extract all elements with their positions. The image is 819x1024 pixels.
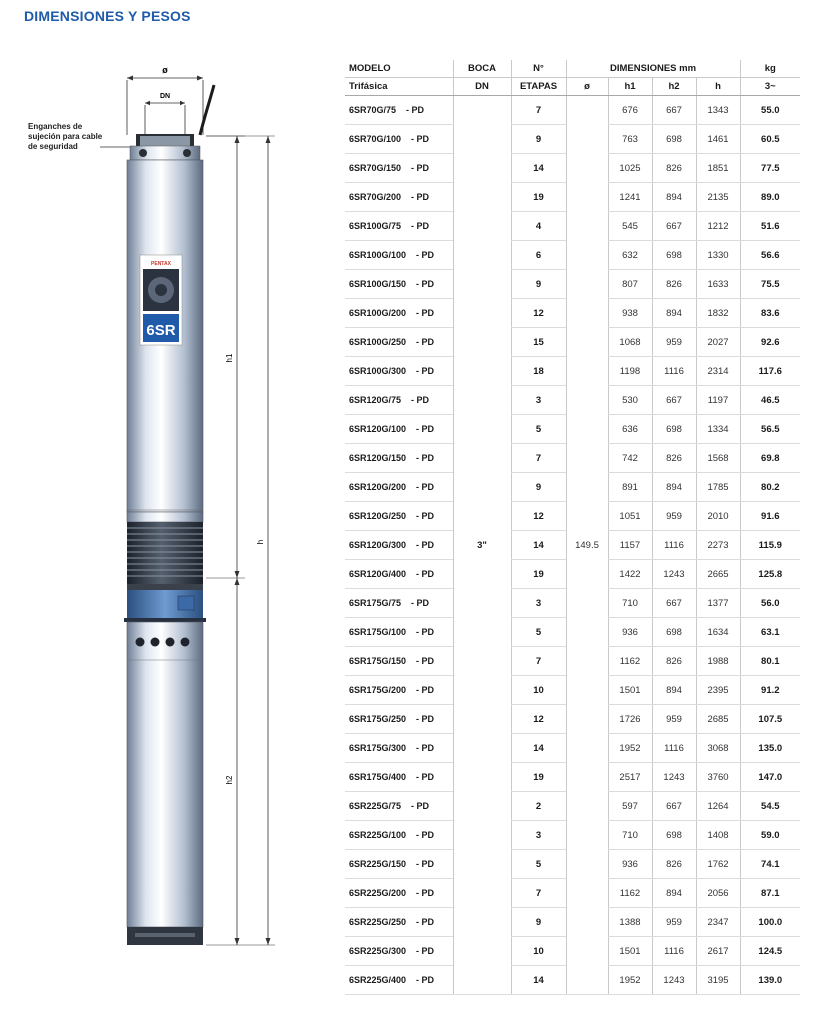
cell-kg: 135.0 (740, 734, 800, 763)
model-suffix: - PD (416, 656, 435, 666)
model-name: 6SR175G/100 (349, 627, 407, 637)
model-suffix: - PD (416, 685, 435, 695)
header-h2: h2 (652, 78, 696, 96)
model-suffix: - PD (416, 482, 435, 492)
cell-stages: 7 (511, 647, 566, 676)
model-suffix: - PD (411, 221, 430, 231)
model-suffix: - PD (416, 511, 435, 521)
cell-h: 1762 (696, 850, 740, 879)
cell-kg: 100.0 (740, 908, 800, 937)
model-name: 6SR225G/300 (349, 946, 407, 956)
cell-kg: 75.5 (740, 270, 800, 299)
cell-model (345, 589, 453, 618)
model-name: 6SR175G/250 (349, 714, 407, 724)
cell-h2: 894 (652, 183, 696, 212)
cell-h1: 936 (608, 850, 652, 879)
cell-h1: 545 (608, 212, 652, 241)
cell-h1: 742 (608, 444, 652, 473)
cell-h2: 667 (652, 212, 696, 241)
cell-h: 2135 (696, 183, 740, 212)
cell-h: 2685 (696, 705, 740, 734)
model-name: 6SR70G/100 (349, 134, 402, 144)
model-name: 6SR100G/150 (349, 279, 407, 289)
cell-h1: 891 (608, 473, 652, 502)
cell-stages: 12 (511, 502, 566, 531)
cell-stages: 2 (511, 792, 566, 821)
cell-h: 1334 (696, 415, 740, 444)
cell-model (345, 676, 453, 705)
cell-h: 1212 (696, 212, 740, 241)
cell-h1: 1241 (608, 183, 652, 212)
cell-kg: 46.5 (740, 386, 800, 415)
h1-label: h1 (225, 353, 234, 363)
header-boca: BOCA (453, 60, 511, 78)
cell-stages: 3 (511, 821, 566, 850)
cell-h2: 667 (652, 386, 696, 415)
cell-kg: 69.8 (740, 444, 800, 473)
model-suffix: - PD (416, 337, 435, 347)
cell-h: 2010 (696, 502, 740, 531)
cell-kg: 55.0 (740, 96, 800, 125)
cell-stages: 12 (511, 299, 566, 328)
model-name: 6SR225G/150 (349, 859, 407, 869)
cell-kg: 56.6 (740, 241, 800, 270)
cell-h2: 698 (652, 618, 696, 647)
cell-h2: 698 (652, 415, 696, 444)
cell-h2: 894 (652, 676, 696, 705)
cell-h2: 1116 (652, 357, 696, 386)
cell-h1: 1501 (608, 937, 652, 966)
cell-stages: 7 (511, 879, 566, 908)
cell-kg: 54.5 (740, 792, 800, 821)
cell-stages: 7 (511, 444, 566, 473)
cell-model (345, 647, 453, 676)
cell-model (345, 763, 453, 792)
model-name: 6SR100G/300 (349, 366, 407, 376)
cell-h1: 636 (608, 415, 652, 444)
cell-stages: 9 (511, 473, 566, 502)
model-suffix: - PD (411, 801, 430, 811)
cell-model (345, 966, 453, 995)
diameter-label: ø (162, 65, 168, 75)
cell-h2: 959 (652, 502, 696, 531)
table-row (345, 96, 800, 125)
cell-h1: 1952 (608, 966, 652, 995)
hook-label: Enganches de sujeción para cable de seguridad (28, 122, 103, 151)
cell-h: 2273 (696, 531, 740, 560)
cell-h: 1851 (696, 154, 740, 183)
cell-model (345, 357, 453, 386)
cell-h: 2027 (696, 328, 740, 357)
h-dimension (206, 136, 275, 945)
cell-model (345, 821, 453, 850)
cell-model (345, 850, 453, 879)
cell-h1: 936 (608, 618, 652, 647)
cell-kg: 56.5 (740, 415, 800, 444)
cell-h2: 667 (652, 792, 696, 821)
cell-h: 3195 (696, 966, 740, 995)
cell-h2: 826 (652, 850, 696, 879)
cell-h: 3068 (696, 734, 740, 763)
cell-h2: 894 (652, 299, 696, 328)
model-name: 6SR120G/75 (349, 395, 402, 405)
intake-grill (127, 522, 203, 590)
model-suffix: - PD (411, 163, 430, 173)
header-etapas: ETAPAS (511, 78, 566, 96)
cell-kg: 124.5 (740, 937, 800, 966)
page-title: DIMENSIONES Y PESOS (24, 8, 191, 24)
cell-stages: 5 (511, 415, 566, 444)
model-suffix: - PD (416, 772, 435, 782)
dimensions-table (345, 60, 800, 995)
cell-h1: 1068 (608, 328, 652, 357)
cell-stages: 19 (511, 183, 566, 212)
h1-dimension (206, 136, 245, 578)
header-dimensiones: DIMENSIONES mm (566, 60, 740, 78)
header-diameter: ø (566, 78, 608, 96)
cell-kg: 147.0 (740, 763, 800, 792)
cell-stages: 3 (511, 589, 566, 618)
model-suffix: - PD (416, 250, 435, 260)
header-row-1 (345, 60, 800, 78)
cell-h2: 826 (652, 647, 696, 676)
model-suffix: - PD (416, 366, 435, 376)
cell-stages: 9 (511, 125, 566, 154)
cell-kg: 56.0 (740, 589, 800, 618)
cell-model (345, 270, 453, 299)
cell-model (345, 531, 453, 560)
cell-h: 1408 (696, 821, 740, 850)
cell-model (345, 328, 453, 357)
cell-h2: 1116 (652, 937, 696, 966)
motor-flange (124, 590, 206, 622)
cell-kg: 63.1 (740, 618, 800, 647)
model-name: 6SR120G/400 (349, 569, 407, 579)
cell-stages: 4 (511, 212, 566, 241)
model-suffix: - PD (416, 308, 435, 318)
cell-model (345, 618, 453, 647)
brand-logo: PENTAX (151, 261, 171, 267)
cell-h: 1377 (696, 589, 740, 618)
model-name: 6SR100G/250 (349, 337, 407, 347)
model-suffix: - PD (416, 627, 435, 637)
cell-h1: 530 (608, 386, 652, 415)
cell-stages: 15 (511, 328, 566, 357)
cell-model (345, 415, 453, 444)
model-suffix: - PD (416, 424, 435, 434)
cell-h2: 826 (652, 444, 696, 473)
cell-h2: 698 (652, 821, 696, 850)
cell-kg: 107.5 (740, 705, 800, 734)
model-suffix: - PD (416, 714, 435, 724)
header-modelo: MODELO (345, 60, 453, 78)
dn-label: DN (159, 93, 171, 100)
cell-h2: 826 (652, 270, 696, 299)
cell-h2: 698 (652, 125, 696, 154)
cell-h1: 1162 (608, 879, 652, 908)
cell-h1: 1726 (608, 705, 652, 734)
cell-stages: 12 (511, 705, 566, 734)
model-name: 6SR120G/100 (349, 424, 407, 434)
cell-model (345, 734, 453, 763)
cell-boca: 3" (453, 96, 511, 995)
model-suffix: - PD (416, 917, 435, 927)
cell-model (345, 560, 453, 589)
cell-model (345, 705, 453, 734)
cell-stages: 5 (511, 850, 566, 879)
cell-kg: 83.6 (740, 299, 800, 328)
cell-stages: 14 (511, 734, 566, 763)
model-suffix: - PD (416, 453, 435, 463)
model-name: 6SR225G/200 (349, 888, 407, 898)
cell-h2: 959 (652, 328, 696, 357)
cell-h: 1330 (696, 241, 740, 270)
dn-dimension (145, 93, 185, 135)
h2-label: h2 (225, 775, 234, 785)
cell-kg: 80.1 (740, 647, 800, 676)
model-suffix: - PD (416, 540, 435, 550)
model-suffix: - PD (416, 946, 435, 956)
cell-model (345, 125, 453, 154)
cell-h2: 894 (652, 473, 696, 502)
cell-kg: 77.5 (740, 154, 800, 183)
h-label: h (256, 539, 265, 545)
cell-model (345, 502, 453, 531)
cell-h1: 763 (608, 125, 652, 154)
cell-h: 1785 (696, 473, 740, 502)
header-trifasica: Trifásica (345, 78, 453, 96)
cell-h1: 1051 (608, 502, 652, 531)
pump-head (130, 134, 200, 160)
model-suffix: - PD (411, 134, 430, 144)
cell-kg: 89.0 (740, 183, 800, 212)
cell-h1: 710 (608, 821, 652, 850)
cell-h: 1461 (696, 125, 740, 154)
cell-model (345, 879, 453, 908)
cell-h2: 959 (652, 705, 696, 734)
cell-kg: 80.2 (740, 473, 800, 502)
cell-model (345, 96, 453, 125)
header-h: h (696, 78, 740, 96)
model-name: 6SR225G/250 (349, 917, 407, 927)
model-suffix: - PD (411, 395, 430, 405)
model-suffix: - PD (416, 859, 435, 869)
model-name: 6SR175G/200 (349, 685, 407, 695)
motor-body (127, 622, 203, 927)
model-name: 6SR120G/250 (349, 511, 407, 521)
h2-dimension (206, 578, 275, 945)
cell-h1: 1501 (608, 676, 652, 705)
cell-stages: 14 (511, 966, 566, 995)
cell-stages: 9 (511, 270, 566, 299)
cell-kg: 91.2 (740, 676, 800, 705)
cell-h1: 807 (608, 270, 652, 299)
cell-h: 2314 (696, 357, 740, 386)
cell-stages: 9 (511, 908, 566, 937)
cell-model (345, 473, 453, 502)
cell-h1: 1157 (608, 531, 652, 560)
header-dn: DN (453, 78, 511, 96)
model-suffix: - PD (416, 743, 435, 753)
model-name: 6SR175G/300 (349, 743, 407, 753)
cell-h: 2665 (696, 560, 740, 589)
model-name: 6SR100G/100 (349, 250, 407, 260)
model-badge: 6SR (146, 322, 176, 339)
model-name: 6SR225G/75 (349, 801, 402, 811)
cell-kg: 60.5 (740, 125, 800, 154)
cell-stages: 18 (511, 357, 566, 386)
cell-stages: 3 (511, 386, 566, 415)
cell-model (345, 241, 453, 270)
cell-h2: 826 (652, 154, 696, 183)
cell-h2: 1116 (652, 531, 696, 560)
cell-kg: 59.0 (740, 821, 800, 850)
cell-model (345, 792, 453, 821)
cell-h: 1634 (696, 618, 740, 647)
power-cable (200, 85, 214, 135)
cell-kg: 92.6 (740, 328, 800, 357)
cell-h2: 1243 (652, 763, 696, 792)
cell-kg: 139.0 (740, 966, 800, 995)
cell-h2: 1116 (652, 734, 696, 763)
cell-model (345, 386, 453, 415)
header-row-2 (345, 78, 800, 96)
model-suffix: - PD (416, 975, 435, 985)
cell-h1: 1198 (608, 357, 652, 386)
cell-h1: 1025 (608, 154, 652, 183)
model-name: 6SR225G/100 (349, 830, 407, 840)
cell-diameter: 149.5 (566, 96, 608, 995)
cell-stages: 5 (511, 618, 566, 647)
cell-stages: 14 (511, 154, 566, 183)
header-n: N° (511, 60, 566, 78)
cell-h: 1343 (696, 96, 740, 125)
cell-h2: 894 (652, 879, 696, 908)
cell-h: 3760 (696, 763, 740, 792)
cell-h2: 959 (652, 908, 696, 937)
cell-h: 2617 (696, 937, 740, 966)
cell-h1: 1162 (608, 647, 652, 676)
cell-model (345, 444, 453, 473)
model-suffix: - PD (411, 192, 430, 202)
cell-h: 1988 (696, 647, 740, 676)
model-suffix: - PD (406, 105, 425, 115)
cell-h1: 597 (608, 792, 652, 821)
cell-h: 1264 (696, 792, 740, 821)
cell-model (345, 937, 453, 966)
cell-model (345, 183, 453, 212)
cell-h2: 667 (652, 96, 696, 125)
cell-h2: 698 (652, 241, 696, 270)
model-name: 6SR70G/150 (349, 163, 402, 173)
cell-kg: 91.6 (740, 502, 800, 531)
header-kg: kg (740, 60, 800, 78)
diameter-dimension (127, 65, 203, 135)
model-name: 6SR175G/75 (349, 598, 402, 608)
model-name: 6SR120G/150 (349, 453, 407, 463)
cell-model (345, 212, 453, 241)
cell-h: 1832 (696, 299, 740, 328)
cell-h: 1197 (696, 386, 740, 415)
cell-h1: 2517 (608, 763, 652, 792)
cell-model (345, 154, 453, 183)
cell-stages: 7 (511, 96, 566, 125)
cell-h1: 1952 (608, 734, 652, 763)
cell-h: 2056 (696, 879, 740, 908)
cell-stages: 19 (511, 560, 566, 589)
model-suffix: - PD (416, 569, 435, 579)
model-name: 6SR175G/400 (349, 772, 407, 782)
model-name: 6SR225G/400 (349, 975, 407, 985)
cell-h1: 710 (608, 589, 652, 618)
cell-h1: 676 (608, 96, 652, 125)
pump-diagram (0, 40, 330, 1024)
cell-h1: 1422 (608, 560, 652, 589)
cell-h2: 1243 (652, 966, 696, 995)
cell-model (345, 908, 453, 937)
model-name: 6SR120G/200 (349, 482, 407, 492)
model-suffix: - PD (416, 888, 435, 898)
cell-h2: 1243 (652, 560, 696, 589)
model-name: 6SR70G/75 (349, 105, 397, 115)
cell-kg: 125.8 (740, 560, 800, 589)
model-name: 6SR120G/300 (349, 540, 407, 550)
model-name: 6SR70G/200 (349, 192, 402, 202)
cell-stages: 14 (511, 531, 566, 560)
cell-stages: 10 (511, 676, 566, 705)
cell-stages: 19 (511, 763, 566, 792)
cell-kg: 87.1 (740, 879, 800, 908)
model-suffix: - PD (411, 598, 430, 608)
cell-model (345, 299, 453, 328)
header-h1: h1 (608, 78, 652, 96)
cell-h: 1568 (696, 444, 740, 473)
cell-h1: 938 (608, 299, 652, 328)
cell-kg: 74.1 (740, 850, 800, 879)
header-phase: 3~ (740, 78, 800, 96)
cell-h2: 667 (652, 589, 696, 618)
cell-kg: 51.6 (740, 212, 800, 241)
cell-h: 1633 (696, 270, 740, 299)
model-suffix: - PD (416, 830, 435, 840)
brand-badge (140, 255, 182, 345)
cell-h: 2347 (696, 908, 740, 937)
cell-h1: 1388 (608, 908, 652, 937)
cell-h1: 632 (608, 241, 652, 270)
model-suffix: - PD (416, 279, 435, 289)
cell-stages: 6 (511, 241, 566, 270)
cell-h: 2395 (696, 676, 740, 705)
table-body (345, 96, 800, 995)
cell-kg: 115.9 (740, 531, 800, 560)
cell-kg: 117.6 (740, 357, 800, 386)
model-name: 6SR100G/75 (349, 221, 402, 231)
cell-stages: 10 (511, 937, 566, 966)
model-name: 6SR175G/150 (349, 656, 407, 666)
model-name: 6SR100G/200 (349, 308, 407, 318)
